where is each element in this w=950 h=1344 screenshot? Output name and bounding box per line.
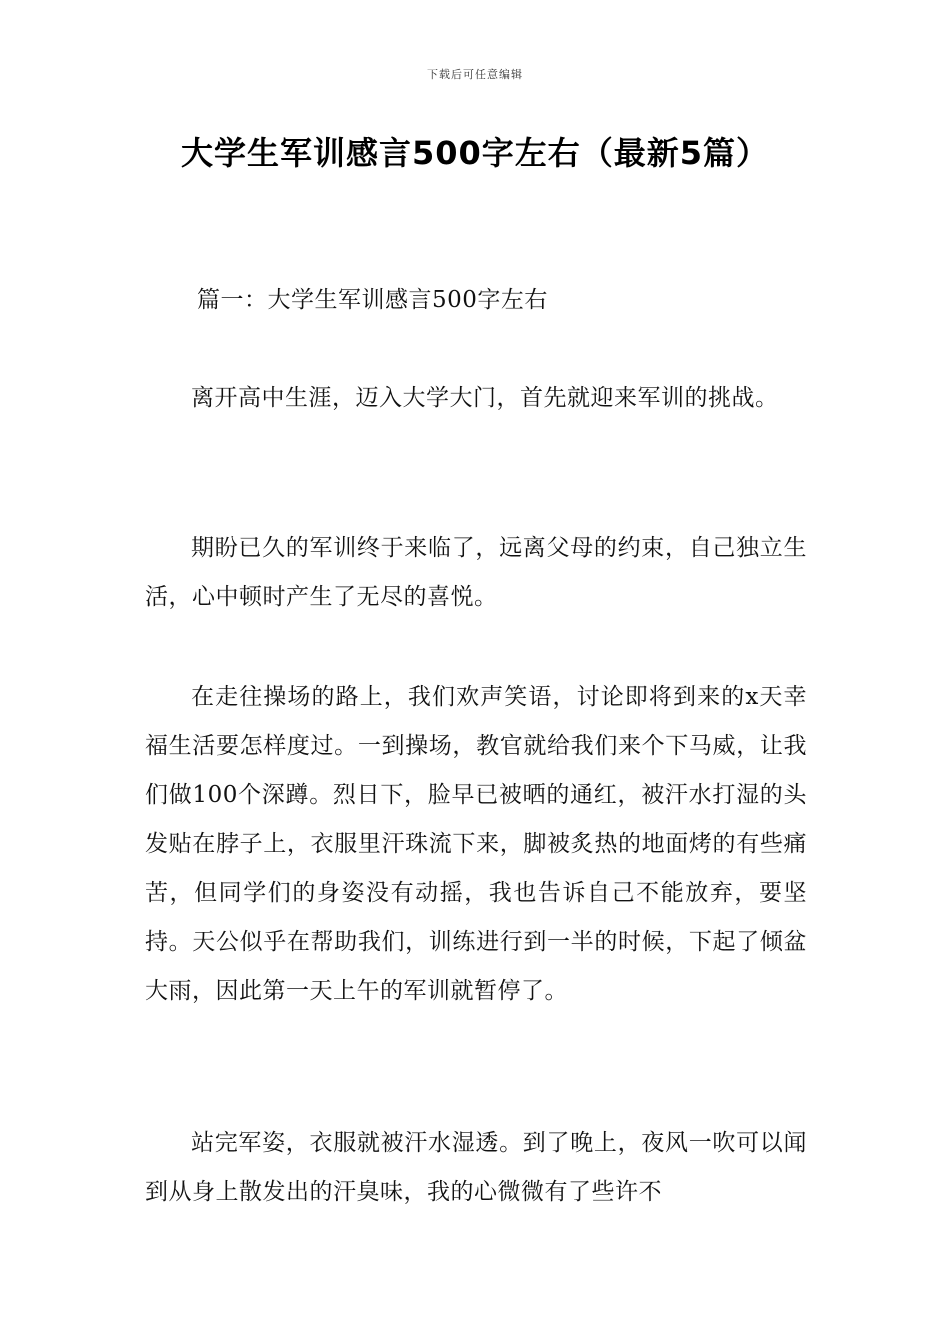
- paragraph: 离开高中生涯，迈入大学大门，首先就迎来军训的挑战。: [191, 385, 779, 411]
- paragraph-2-block: [145, 524, 807, 622]
- paragraph: 站完军姿，衣服就被汗水湿透。到了晚上，夜风一吹可以闻到从身上散发出的汗臭味，我的心微微有了些许不: [145, 1130, 807, 1205]
- document-title: 大学生军训感言500字左右（最新5篇）: [180, 134, 770, 172]
- header-note: 下载后可任意编辑: [427, 68, 523, 81]
- paragraph: 期盼已久的军训终于来临了，远离父母的约束，自己独立生活，心中顿时产生了无尽的喜悦。: [145, 535, 807, 610]
- paragraph-4-block: [145, 1119, 807, 1217]
- section-heading: 篇一：大学生军训感言500字左右: [197, 287, 548, 313]
- paragraph-3-block: [145, 673, 807, 1016]
- paragraph-1-block: [145, 374, 807, 423]
- paragraph: 在走往操场的路上，我们欢声笑语，讨论即将到来的x天幸福生活要怎样度过。一到操场，教官就给我们来个下马威，让我们做100个深蹲。烈日下，脸早已被晒的通红，被汗水打湿的头发贴在脖子上，衣服里汗珠流下来，脚被炙热的地面烤的有些痛苦，但同学们的身姿没有动摇，我也告诉自己不能放弃，要坚持。天公似乎在帮助我们，训练进行到一半的时候，下起了倾盆大雨，因此第一天上午的军训就暂停了。: [145, 684, 807, 1004]
